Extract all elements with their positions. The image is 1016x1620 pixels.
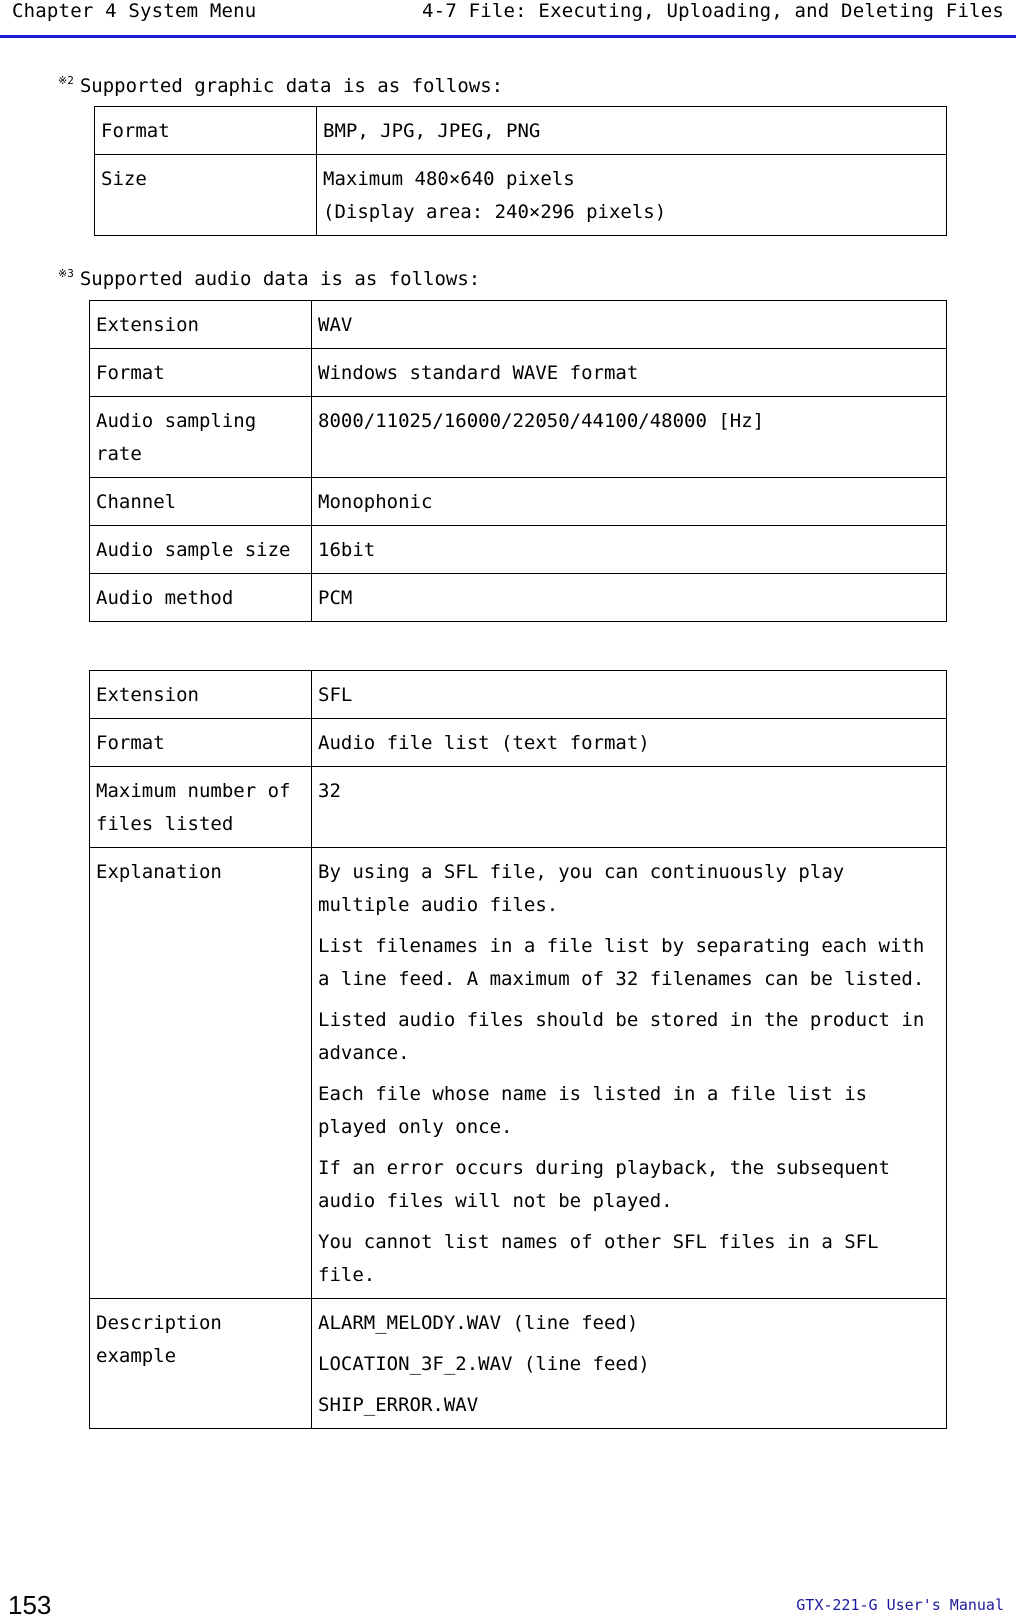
explanation-line: You cannot list names of other SFL files in a SFL file. — [318, 1231, 879, 1286]
table-row — [95, 155, 947, 236]
table-value-cell — [317, 155, 947, 236]
table-row — [90, 526, 947, 574]
table-value-cell: 8000/11025/16000/22050/44100/48000 [Hz] — [312, 397, 947, 478]
explanation-line: By using a SFL file, you can continuously play multiple audio files. — [318, 861, 845, 916]
table-key-cell: Extension — [90, 301, 312, 349]
manual-name: GTX-221-G User's Manual — [796, 1596, 1004, 1614]
table-row — [90, 349, 947, 397]
table-row — [90, 397, 947, 478]
cell-line: (Display area: 240×296 pixels) — [323, 201, 667, 223]
page-number: 153 — [8, 1590, 52, 1620]
table-value-cell: 16bit — [312, 526, 947, 574]
section-title: 4-7 File: Executing, Uploading, and Deleting Files — [422, 0, 1004, 22]
table-row — [90, 301, 947, 349]
table-value-cell: PCM — [312, 574, 947, 622]
explanation-line: If an error occurs during playback, the subsequent audio files will not be played. — [318, 1157, 890, 1212]
table-key-cell: Explanation — [90, 848, 312, 1299]
example-cell — [312, 1299, 947, 1429]
table-key-cell: Audio method — [90, 574, 312, 622]
table-row — [90, 767, 947, 848]
explanation-cell — [312, 848, 947, 1299]
table-value-cell: Monophonic — [312, 478, 947, 526]
table-value-cell: Audio file list (text format) — [312, 719, 947, 767]
table-row — [90, 478, 947, 526]
explanation-line: Each file whose name is listed in a file list is played only once. — [318, 1083, 868, 1138]
table-row — [90, 671, 947, 719]
table-key-cell: Audio sample size — [90, 526, 312, 574]
example-line: LOCATION_3F_2.WAV (line feed) — [318, 1353, 650, 1375]
table-key-cell: Description example — [90, 1299, 312, 1429]
table-row — [95, 107, 947, 155]
table-row — [90, 574, 947, 622]
table-row — [90, 719, 947, 767]
table-value-cell: SFL — [312, 671, 947, 719]
table-value-cell: 32 — [312, 767, 947, 848]
graphic-data-table — [94, 106, 947, 236]
note-mark: ※2 — [58, 74, 74, 87]
explanation-line: Listed audio files should be stored in the product in advance. — [318, 1009, 925, 1064]
note-mark: ※3 — [58, 267, 74, 280]
note-text: Supported graphic data is as follows: — [79, 75, 504, 97]
explanation-line: List filenames in a file list by separating each with a line feed. A maximum of 32 filenames can be listed. — [318, 935, 925, 990]
example-line: ALARM_MELODY.WAV (line feed) — [318, 1312, 639, 1334]
table-value-cell: WAV — [312, 301, 947, 349]
table-key-cell: Maximum number of files listed — [90, 767, 312, 848]
table-key-cell: Channel — [90, 478, 312, 526]
table-key-cell: Audio sampling rate — [90, 397, 312, 478]
cell-line: Maximum 480×640 pixels — [323, 168, 575, 190]
table-value-cell — [317, 107, 947, 155]
table-key-cell: Size — [95, 155, 317, 236]
wav-table — [89, 300, 947, 622]
note-graphic-data — [58, 69, 503, 98]
table-key-cell: Extension — [90, 671, 312, 719]
table-key-cell: Format — [90, 349, 312, 397]
page-header — [0, 0, 1016, 38]
sfl-table — [89, 670, 947, 1429]
note-text: Supported audio data is as follows: — [79, 268, 481, 290]
note-audio-data — [58, 262, 480, 291]
table-row — [90, 848, 947, 1299]
table-value-cell: Windows standard WAVE format — [312, 349, 947, 397]
example-line: SHIP_ERROR.WAV — [318, 1394, 479, 1416]
cell-line: BMP, JPG, JPEG, PNG — [323, 120, 541, 142]
table-key-cell: Format — [95, 107, 317, 155]
table-row — [90, 1299, 947, 1429]
chapter-title: Chapter 4 System Menu — [12, 0, 257, 22]
table-key-cell: Format — [90, 719, 312, 767]
